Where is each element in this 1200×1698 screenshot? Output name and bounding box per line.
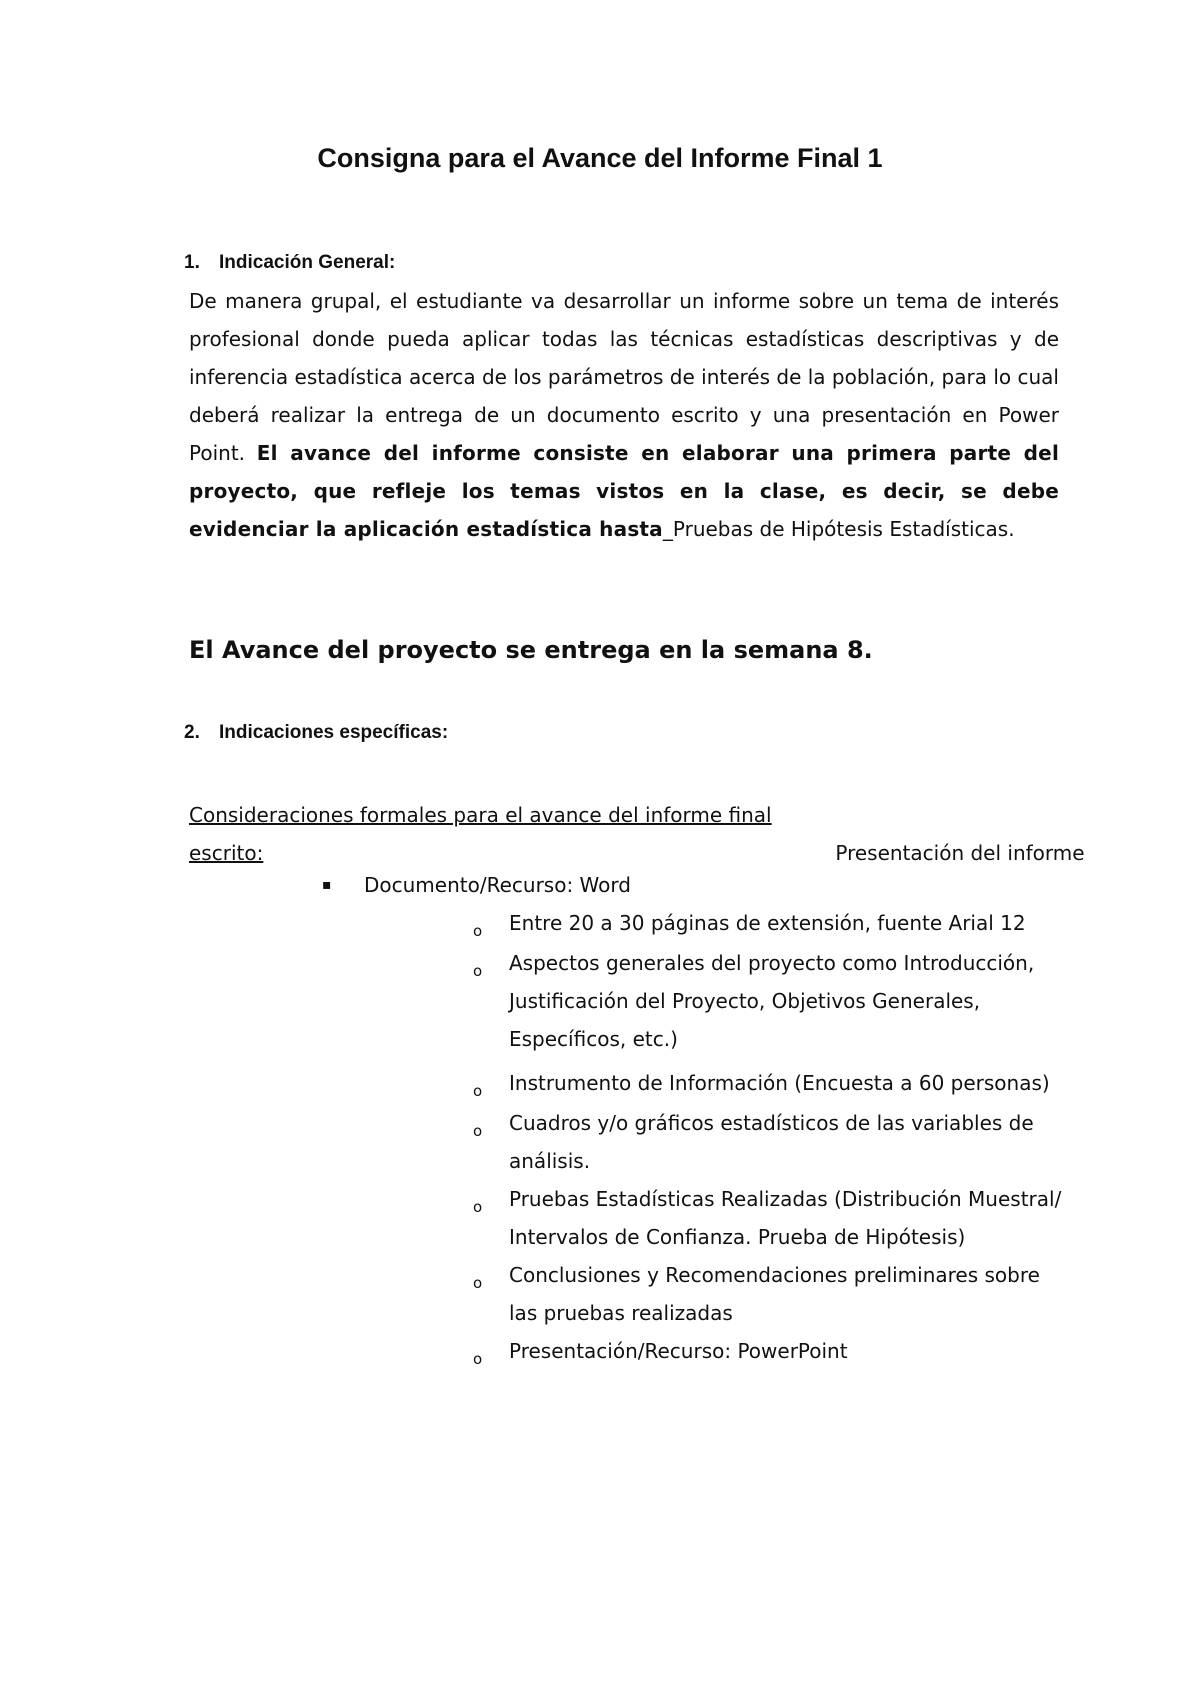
- list-item: [473, 1332, 1073, 1370]
- list-item-text: Presentación/Recurso: PowerPoint: [509, 1339, 848, 1363]
- circle-bullet-icon: o: [473, 922, 483, 940]
- list-item-text: Cuadros y/o gráficos estadísticos de las variables de análisis.: [509, 1111, 1034, 1173]
- intro-bold-text: El avance del informe consiste en elaborar una primera parte del proyecto, que refleje los temas vistos en la clase, es decir, se debe evidenciar la aplicación estadística hasta: [189, 441, 1060, 541]
- circle-bullet-icon: o: [473, 1122, 483, 1140]
- list-item-text: Instrumento de Información (Encuesta a 60 personas): [509, 1071, 1050, 1095]
- circle-bullet-icon: o: [473, 962, 483, 980]
- considerations-underlined: Consideraciones formales para el avance del informe final escrito:: [189, 803, 772, 865]
- circle-bullet-icon: o: [473, 1350, 483, 1368]
- sub-list: [473, 910, 1073, 1370]
- square-bullet-icon: ▪: [322, 877, 332, 893]
- level1-item-text: Documento/Recurso: Word: [364, 873, 631, 897]
- circle-bullet-icon: o: [473, 1082, 483, 1100]
- list-item: [473, 1070, 1073, 1100]
- general-indication-paragraph: [189, 282, 1059, 548]
- section-1-title: Indicación General:: [219, 252, 396, 273]
- circle-bullet-icon: o: [473, 1198, 483, 1216]
- list-item: [473, 1104, 1073, 1180]
- list-item-text: Aspectos generales del proyecto como Introducción, Justificación del Proyecto, Objetivos Generales, Específicos, etc.): [509, 951, 1035, 1051]
- considerations-rest: Presentación del informe: [829, 841, 1085, 865]
- list-item: [473, 1180, 1073, 1256]
- list-item-text: Conclusiones y Recomendaciones preliminares sobre las pruebas realizadas: [509, 1263, 1040, 1325]
- section-1-heading: [184, 252, 395, 274]
- section-2-number: 2.: [184, 722, 200, 743]
- list-item: [473, 1256, 1073, 1332]
- intro-end-text: _Pruebas de Hipótesis Estadísticas.: [662, 517, 1015, 541]
- document-title: Consigna para el Avance del Informe Final 1: [317, 143, 883, 173]
- level1-list-item: [322, 873, 631, 897]
- section-1-number: 1.: [184, 252, 200, 273]
- list-item-text: Entre 20 a 30 páginas de extensión, fuente Arial 12: [509, 911, 1026, 935]
- list-item: [473, 944, 1073, 1058]
- list-item: [473, 910, 1073, 940]
- section-2-title: Indicaciones específicas:: [219, 722, 449, 743]
- circle-bullet-icon: o: [473, 1274, 483, 1292]
- delivery-note: El Avance del proyecto se entrega en la semana 8.: [189, 636, 873, 664]
- section-2-heading: [184, 722, 448, 744]
- formal-considerations: [189, 796, 1085, 872]
- list-item-text: Pruebas Estadísticas Realizadas (Distribución Muestral/ Intervalos de Confianza. Prueba de Hipótesis): [509, 1187, 1062, 1249]
- intro-text: De manera grupal, el estudiante va desarrollar un informe sobre un tema de interés profesional donde pueda aplicar todas las técnicas estadísticas descriptivas y de inferencia estadística acerca de los parámetros de interés de la población, para lo cual deberá realizar la entrega de un documento escrito y una presentación en Power Point.: [189, 289, 1059, 465]
